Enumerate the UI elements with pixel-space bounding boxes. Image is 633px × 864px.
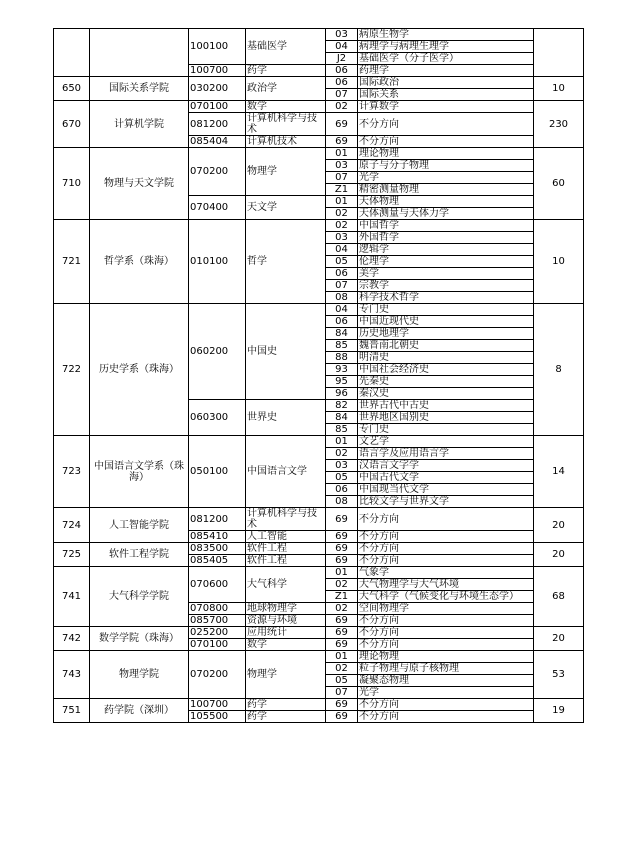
direction-code-cell: Z1 xyxy=(326,591,358,603)
dept-code-cell: 725 xyxy=(54,543,90,567)
table-row xyxy=(54,699,584,711)
direction-code-cell: 95 xyxy=(326,376,358,388)
direction-code-cell: 01 xyxy=(326,567,358,579)
direction-name-cell: 大气科学（气候变化与环境生态学） xyxy=(358,591,534,603)
dept-name-cell: 大气科学学院 xyxy=(90,567,189,627)
table-row xyxy=(54,101,584,113)
direction-name-cell: 汉语言文字学 xyxy=(358,460,534,472)
admissions-table xyxy=(53,28,584,723)
program-code-cell: 081200 xyxy=(189,113,246,136)
direction-code-cell: 02 xyxy=(326,579,358,591)
direction-code-cell: 02 xyxy=(326,208,358,220)
direction-name-cell: 不分方向 xyxy=(358,543,534,555)
direction-code-cell: 05 xyxy=(326,675,358,687)
direction-name-cell: 不分方向 xyxy=(358,711,534,723)
program-code-cell: 070400 xyxy=(189,196,246,220)
dept-name-cell: 数学学院（珠海） xyxy=(90,627,189,651)
direction-code-cell: 07 xyxy=(326,687,358,699)
program-name-cell: 哲学 xyxy=(246,220,326,304)
direction-code-cell: 01 xyxy=(326,148,358,160)
direction-code-cell: 07 xyxy=(326,89,358,101)
direction-name-cell: 理论物理 xyxy=(358,148,534,160)
dept-name-cell: 历史学系（珠海） xyxy=(90,304,189,436)
direction-name-cell: 理论物理 xyxy=(358,651,534,663)
direction-name-cell: 不分方向 xyxy=(358,555,534,567)
direction-code-cell: 08 xyxy=(326,292,358,304)
direction-name-cell: 先秦史 xyxy=(358,376,534,388)
table-row xyxy=(54,627,584,639)
direction-name-cell: 比较文学与世界文学 xyxy=(358,496,534,508)
program-name-cell: 药学 xyxy=(246,699,326,711)
program-name-cell: 大气科学 xyxy=(246,567,326,603)
table-row xyxy=(54,77,584,89)
direction-code-cell: Z1 xyxy=(326,184,358,196)
program-code-cell: 100700 xyxy=(189,65,246,77)
direction-code-cell: 02 xyxy=(326,603,358,615)
program-name-cell: 世界史 xyxy=(246,400,326,436)
direction-code-cell: 04 xyxy=(326,304,358,316)
program-name-cell: 基础医学 xyxy=(246,29,326,65)
direction-code-cell: J2 xyxy=(326,53,358,65)
direction-code-cell: 69 xyxy=(326,555,358,567)
dept-name-cell: 药学院（深圳） xyxy=(90,699,189,723)
program-code-cell: 085405 xyxy=(189,555,246,567)
quota-cell: 19 xyxy=(534,699,584,723)
direction-code-cell: 08 xyxy=(326,496,358,508)
program-code-cell: 105500 xyxy=(189,711,246,723)
dept-name-cell: 中国语言文学系（珠海） xyxy=(90,436,189,508)
direction-code-cell: 96 xyxy=(326,388,358,400)
quota-cell: 14 xyxy=(534,436,584,508)
program-name-cell: 计算机科学与技术 xyxy=(246,113,326,136)
program-name-cell: 计算机科学与技术 xyxy=(246,508,326,531)
dept-code-cell: 721 xyxy=(54,220,90,304)
program-code-cell: 081200 xyxy=(189,508,246,531)
quota-cell: 20 xyxy=(534,508,584,543)
direction-name-cell: 凝聚态物理 xyxy=(358,675,534,687)
direction-name-cell: 历史地理学 xyxy=(358,328,534,340)
direction-code-cell: 04 xyxy=(326,41,358,53)
direction-code-cell: 88 xyxy=(326,352,358,364)
direction-name-cell: 光学 xyxy=(358,687,534,699)
program-code-cell: 100700 xyxy=(189,699,246,711)
direction-name-cell: 明清史 xyxy=(358,352,534,364)
dept-name-cell: 物理学院 xyxy=(90,651,189,699)
direction-name-cell: 美学 xyxy=(358,268,534,280)
table-row xyxy=(54,543,584,555)
direction-code-cell: 85 xyxy=(326,424,358,436)
direction-code-cell: 07 xyxy=(326,280,358,292)
dept-name-cell: 国际关系学院 xyxy=(90,77,189,101)
program-code-cell: 085404 xyxy=(189,136,246,148)
dept-code-cell: 741 xyxy=(54,567,90,627)
table-row xyxy=(54,508,584,531)
program-name-cell: 药学 xyxy=(246,65,326,77)
direction-name-cell: 世界古代中古史 xyxy=(358,400,534,412)
direction-code-cell: 02 xyxy=(326,220,358,232)
table-row xyxy=(54,220,584,232)
direction-name-cell: 文艺学 xyxy=(358,436,534,448)
dept-code-cell: 724 xyxy=(54,508,90,543)
direction-code-cell: 06 xyxy=(326,65,358,77)
quota-cell: 20 xyxy=(534,543,584,567)
program-code-cell: 050100 xyxy=(189,436,246,508)
program-name-cell: 数学 xyxy=(246,639,326,651)
direction-name-cell: 不分方向 xyxy=(358,639,534,651)
direction-name-cell: 中国社会经济史 xyxy=(358,364,534,376)
direction-name-cell: 中国哲学 xyxy=(358,220,534,232)
dept-name-cell xyxy=(90,29,189,77)
program-name-cell: 数学 xyxy=(246,101,326,113)
direction-name-cell: 中国古代文学 xyxy=(358,472,534,484)
quota-cell: 230 xyxy=(534,101,584,148)
direction-code-cell: 69 xyxy=(326,699,358,711)
table-row xyxy=(54,29,584,41)
dept-name-cell: 人工智能学院 xyxy=(90,508,189,543)
direction-code-cell: 01 xyxy=(326,651,358,663)
program-name-cell: 应用统计 xyxy=(246,627,326,639)
program-name-cell: 中国史 xyxy=(246,304,326,400)
direction-name-cell: 病原生物学 xyxy=(358,29,534,41)
table-row xyxy=(54,651,584,663)
table-row xyxy=(54,148,584,160)
quota-cell: 10 xyxy=(534,77,584,101)
direction-code-cell: 84 xyxy=(326,412,358,424)
direction-code-cell: 06 xyxy=(326,316,358,328)
program-code-cell: 060200 xyxy=(189,304,246,400)
program-code-cell: 070600 xyxy=(189,567,246,603)
direction-code-cell: 84 xyxy=(326,328,358,340)
direction-code-cell: 03 xyxy=(326,160,358,172)
direction-name-cell: 精密测量物理 xyxy=(358,184,534,196)
dept-code-cell: 751 xyxy=(54,699,90,723)
program-code-cell: 030200 xyxy=(189,77,246,101)
direction-name-cell: 中国近现代史 xyxy=(358,316,534,328)
direction-name-cell: 不分方向 xyxy=(358,615,534,627)
direction-code-cell: 69 xyxy=(326,615,358,627)
dept-code-cell: 722 xyxy=(54,304,90,436)
direction-code-cell: 03 xyxy=(326,29,358,41)
direction-code-cell: 69 xyxy=(326,627,358,639)
direction-code-cell: 93 xyxy=(326,364,358,376)
direction-name-cell: 空间物理学 xyxy=(358,603,534,615)
program-name-cell: 政治学 xyxy=(246,77,326,101)
direction-name-cell: 天体测量与天体力学 xyxy=(358,208,534,220)
program-name-cell: 中国语言文学 xyxy=(246,436,326,508)
quota-cell: 68 xyxy=(534,567,584,627)
direction-name-cell: 光学 xyxy=(358,172,534,184)
program-code-cell: 070800 xyxy=(189,603,246,615)
direction-name-cell: 语言学及应用语言学 xyxy=(358,448,534,460)
direction-name-cell: 国际政治 xyxy=(358,77,534,89)
direction-name-cell: 逻辑学 xyxy=(358,244,534,256)
direction-name-cell: 不分方向 xyxy=(358,627,534,639)
program-name-cell: 物理学 xyxy=(246,651,326,699)
program-name-cell: 计算机技术 xyxy=(246,136,326,148)
direction-code-cell: 69 xyxy=(326,531,358,543)
direction-name-cell: 不分方向 xyxy=(358,508,534,531)
direction-code-cell: 02 xyxy=(326,663,358,675)
table-row xyxy=(54,436,584,448)
direction-code-cell: 06 xyxy=(326,268,358,280)
program-name-cell: 人工智能 xyxy=(246,531,326,543)
direction-name-cell: 药理学 xyxy=(358,65,534,77)
quota-cell: 20 xyxy=(534,627,584,651)
program-name-cell: 软件工程 xyxy=(246,543,326,555)
dept-name-cell: 计算机学院 xyxy=(90,101,189,148)
direction-code-cell: 82 xyxy=(326,400,358,412)
direction-name-cell: 国际关系 xyxy=(358,89,534,101)
program-code-cell: 070200 xyxy=(189,148,246,196)
direction-name-cell: 病理学与病理生理学 xyxy=(358,41,534,53)
direction-name-cell: 不分方向 xyxy=(358,113,534,136)
quota-cell: 53 xyxy=(534,651,584,699)
direction-name-cell: 不分方向 xyxy=(358,699,534,711)
direction-code-cell: 69 xyxy=(326,639,358,651)
program-code-cell: 070200 xyxy=(189,651,246,699)
direction-code-cell: 07 xyxy=(326,172,358,184)
program-code-cell: 010100 xyxy=(189,220,246,304)
direction-name-cell: 魏晋南北朝史 xyxy=(358,340,534,352)
table-row xyxy=(54,567,584,579)
direction-name-cell: 世界地区国别史 xyxy=(358,412,534,424)
direction-code-cell: 69 xyxy=(326,711,358,723)
direction-code-cell: 03 xyxy=(326,460,358,472)
direction-name-cell: 不分方向 xyxy=(358,531,534,543)
program-code-cell: 083500 xyxy=(189,543,246,555)
program-code-cell: 070100 xyxy=(189,639,246,651)
program-name-cell: 药学 xyxy=(246,711,326,723)
direction-code-cell: 05 xyxy=(326,472,358,484)
program-code-cell: 100100 xyxy=(189,29,246,65)
direction-code-cell: 06 xyxy=(326,484,358,496)
program-name-cell: 地球物理学 xyxy=(246,603,326,615)
direction-name-cell: 基础医学（分子医学） xyxy=(358,53,534,65)
direction-name-cell: 宗教学 xyxy=(358,280,534,292)
direction-name-cell: 原子与分子物理 xyxy=(358,160,534,172)
quota-cell xyxy=(534,29,584,77)
direction-name-cell: 伦理学 xyxy=(358,256,534,268)
direction-name-cell: 外国哲学 xyxy=(358,232,534,244)
program-code-cell: 070100 xyxy=(189,101,246,113)
direction-code-cell: 01 xyxy=(326,196,358,208)
program-name-cell: 软件工程 xyxy=(246,555,326,567)
direction-name-cell: 中国现当代文学 xyxy=(358,484,534,496)
direction-code-cell: 02 xyxy=(326,448,358,460)
quota-cell: 10 xyxy=(534,220,584,304)
dept-name-cell: 哲学系（珠海） xyxy=(90,220,189,304)
admissions-table-body xyxy=(54,29,584,723)
direction-code-cell: 06 xyxy=(326,77,358,89)
dept-name-cell: 物理与天文学院 xyxy=(90,148,189,220)
quota-cell: 60 xyxy=(534,148,584,220)
direction-code-cell: 85 xyxy=(326,340,358,352)
dept-code-cell: 743 xyxy=(54,651,90,699)
direction-code-cell: 69 xyxy=(326,136,358,148)
direction-code-cell: 69 xyxy=(326,508,358,531)
direction-name-cell: 大气物理学与大气环境 xyxy=(358,579,534,591)
direction-code-cell: 69 xyxy=(326,543,358,555)
program-code-cell: 060300 xyxy=(189,400,246,436)
direction-name-cell: 科学技术哲学 xyxy=(358,292,534,304)
direction-code-cell: 03 xyxy=(326,232,358,244)
dept-code-cell: 742 xyxy=(54,627,90,651)
direction-name-cell: 天体物理 xyxy=(358,196,534,208)
direction-code-cell: 01 xyxy=(326,436,358,448)
direction-name-cell: 专门史 xyxy=(358,424,534,436)
program-name-cell: 天文学 xyxy=(246,196,326,220)
direction-name-cell: 粒子物理与原子核物理 xyxy=(358,663,534,675)
dept-name-cell: 软件工程学院 xyxy=(90,543,189,567)
direction-name-cell: 不分方向 xyxy=(358,136,534,148)
direction-code-cell: 05 xyxy=(326,256,358,268)
direction-code-cell: 02 xyxy=(326,101,358,113)
direction-name-cell: 计算数学 xyxy=(358,101,534,113)
direction-name-cell: 专门史 xyxy=(358,304,534,316)
table-row xyxy=(54,304,584,316)
program-code-cell: 085410 xyxy=(189,531,246,543)
direction-code-cell: 04 xyxy=(326,244,358,256)
direction-name-cell: 气象学 xyxy=(358,567,534,579)
quota-cell: 8 xyxy=(534,304,584,436)
program-code-cell: 025200 xyxy=(189,627,246,639)
dept-code-cell: 670 xyxy=(54,101,90,148)
dept-code-cell: 710 xyxy=(54,148,90,220)
dept-code-cell xyxy=(54,29,90,77)
program-name-cell: 物理学 xyxy=(246,148,326,196)
dept-code-cell: 650 xyxy=(54,77,90,101)
program-code-cell: 085700 xyxy=(189,615,246,627)
direction-code-cell: 69 xyxy=(326,113,358,136)
dept-code-cell: 723 xyxy=(54,436,90,508)
program-name-cell: 资源与环境 xyxy=(246,615,326,627)
direction-name-cell: 秦汉史 xyxy=(358,388,534,400)
